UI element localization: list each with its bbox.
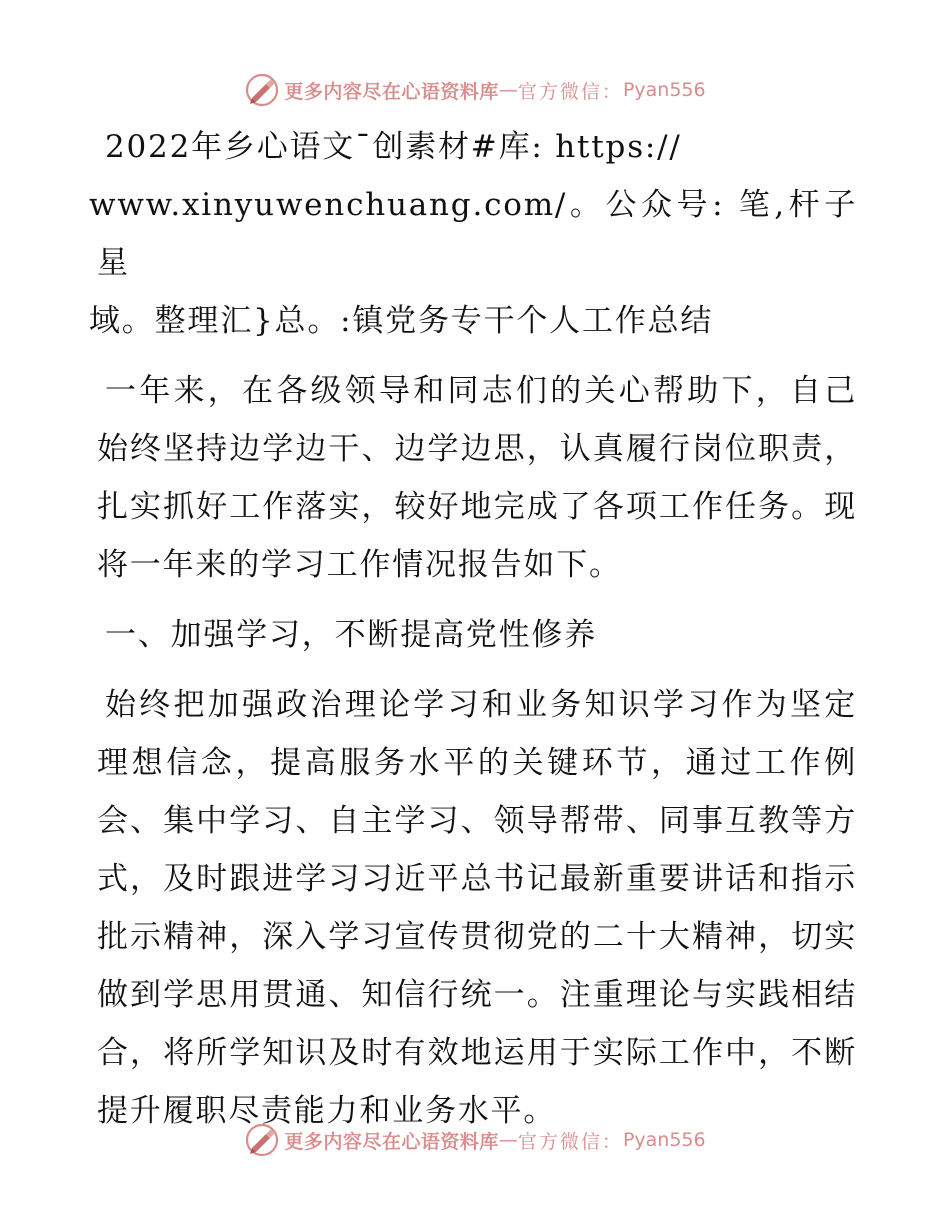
watermark-official-label: 官方微信： xyxy=(517,1130,623,1153)
section-1-body: 始终把加强政治理论学习和业务知识学习作为坚定理想信念，提高服务水平的关键环节，通过工作例会、集中学习、自主学习、领导帮带、同事互教等方式，及时跟进学习习近平总书记最新重要讲话和指示批示精神，深入学习宣传贯彻党的二十大精神，切实做到学思用贯通、知信行统一。注重理论与实践相结合，将所学知识及时有效地运用于实际工作中，不断提升履职尽责能力和业务水平。 xyxy=(97,687,857,1129)
watermark-official-label: 官方微信： xyxy=(517,80,623,103)
watermark-wechat-id: Pyan556 xyxy=(622,79,706,101)
watermark-brand-text: 更多内容尽在心语资料库 xyxy=(284,80,499,103)
watermark-brand-text: 更多内容尽在心语资料库 xyxy=(284,1130,499,1153)
document-body xyxy=(89,118,857,1152)
pen-logo-icon xyxy=(244,1122,280,1158)
section-1-heading: 一、加强学习，不断提高党性修养 xyxy=(105,617,597,653)
pen-logo-icon xyxy=(244,72,280,108)
header-line-2: www.xinyuwenchuang.com/。公众号: 笔,杆子星 xyxy=(89,187,857,281)
watermark-banner-bottom xyxy=(0,1120,950,1160)
header-line-3: 域。整理汇}总。:镇党务专干个人工作总结 xyxy=(89,303,714,339)
watermark-separator: — xyxy=(498,1129,518,1151)
watermark-banner-top xyxy=(0,70,950,110)
document-header xyxy=(89,118,857,350)
watermark-wechat-id: Pyan556 xyxy=(622,1129,706,1151)
header-line-1: 2022年乡心语文¯创素材#库: https:// xyxy=(105,129,682,165)
intro-paragraph: 一年来，在各级领导和同志们的关心帮助下，自己始终坚持边学边干、边学边思，认真履行岗位职责，扎实抓好工作落实，较好地完成了各项工作任务。现将一年来的学习工作情况报告如下。 xyxy=(97,373,857,583)
watermark-separator: — xyxy=(498,79,518,101)
